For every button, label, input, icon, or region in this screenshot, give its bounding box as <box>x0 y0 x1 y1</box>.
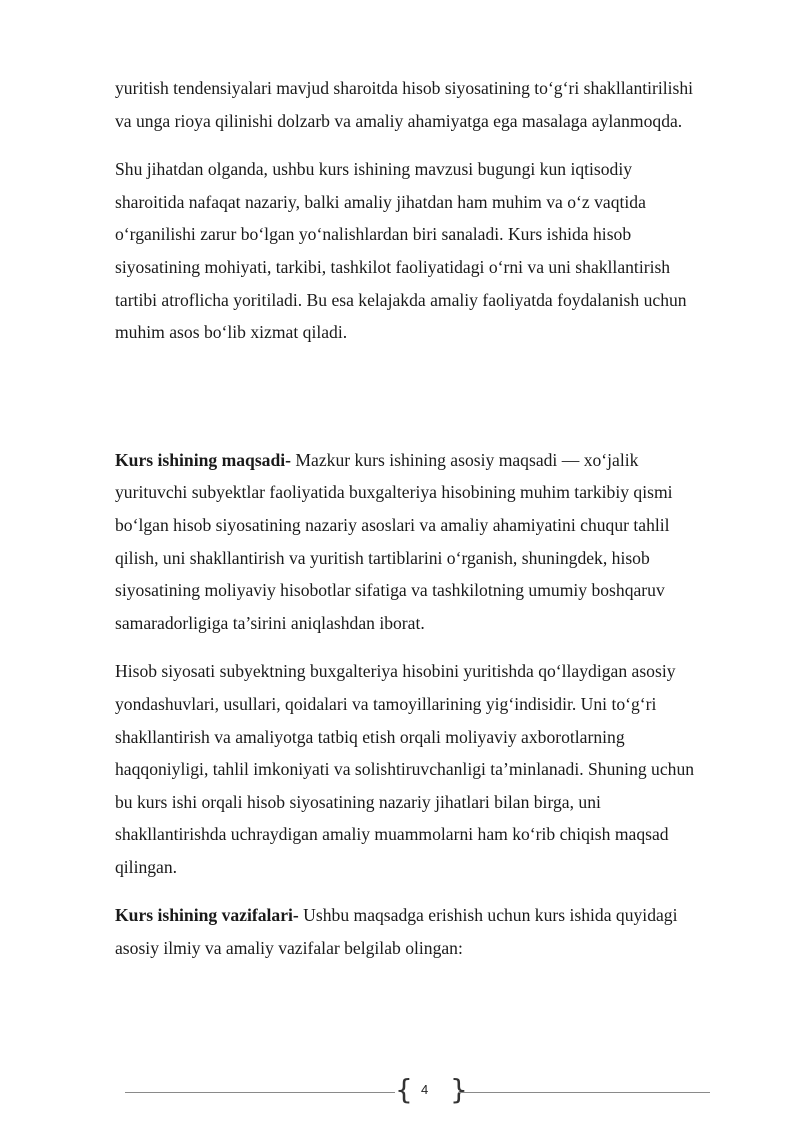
footer-divider-left <box>125 1092 395 1093</box>
footer-bracket-right: } <box>450 1073 468 1106</box>
paragraph-course-tasks <box>115 899 740 964</box>
text-line: siyosatining mohiyati, tarkibi, tashkilot faoliyatidagi o‘rni va uni shakllantirish <box>115 256 671 277</box>
text-line: haqqoniyligi, tahlil imkoniyati va solishtiruvchanligi ta’minlanadi. Shuning uchun <box>115 759 695 780</box>
text-line: sharoitida nafaqat nazariy, balki amaliy jihatdan ham muhim va o‘z vaqtida <box>115 191 646 212</box>
text-run: Ushbu maqsadga erishish uchun kurs ishida quyidagi <box>298 905 678 926</box>
section-heading-tasks: Kurs ishining vazifalari- <box>115 905 299 926</box>
page-number: 4 <box>421 1082 429 1097</box>
text-line: bo‘lgan hisob siyosatining nazariy asoslari va amaliy ahamiyatini chuqur tahlil <box>115 514 670 535</box>
paragraph-topic-relevance <box>115 153 740 349</box>
text-line <box>115 444 740 477</box>
text-line: Hisob siyosati subyektning buxgalteriya hisobini yuritishda qo‘llaydigan asosiy <box>115 661 676 682</box>
page-footer <box>125 1071 710 1111</box>
text-line: bu kurs ishi orqali hisob siyosatining nazariy jihatlari bilan birga, uni <box>115 791 601 812</box>
paragraph-course-goal <box>115 444 740 640</box>
text-line: yondashuvlari, usullari, qoidalari va tamoyillarining yig‘indisidir. Uni to‘g‘ri <box>115 693 657 714</box>
footer-bracket-left: { <box>395 1073 413 1106</box>
text-line: o‘rganilishi zarur bo‘lgan yo‘nalishlardan biri sanaladi. Kurs ishida hisob <box>115 224 632 245</box>
paragraph-intro-continuation <box>115 72 740 137</box>
text-line: shakllantirish va amaliyotga tatbiq etish orqali moliyaviy axborotlarning <box>115 726 625 747</box>
footer-divider-right <box>458 1092 710 1093</box>
text-line: muhim asos bo‘lib xizmat qiladi. <box>115 322 348 343</box>
text-line <box>115 899 740 932</box>
text-run: Mazkur kurs ishining asosiy maqsadi — xo‘jalik <box>291 449 639 470</box>
text-line: qilish, uni shakllantirish va yuritish tartiblarini o‘rganish, shuningdek, hisob <box>115 547 650 568</box>
text-line: qilingan. <box>115 856 178 877</box>
text-line: yurituvchi subyektlar faoliyatida buxgalteriya hisobining muhim tarkibiy qismi <box>115 482 673 503</box>
text-line: asosiy ilmiy va amaliy vazifalar belgilab olingan: <box>115 938 463 959</box>
text-line: siyosatining moliyaviy hisobotlar sifatiga va tashkilotning umumiy boshqaruv <box>115 580 665 601</box>
text-line: Shu jihatdan olganda, ushbu kurs ishining mavzusi bugungi kun iqtisodiy <box>115 159 633 180</box>
paragraph-accounting-policy <box>115 655 740 883</box>
document-body <box>115 72 740 965</box>
text-line: samaradorligiga ta’sirini aniqlashdan iborat. <box>115 612 425 633</box>
text-line: shakllantirishda uchraydigan amaliy muammolarni ham ko‘rib chiqish maqsad <box>115 824 669 845</box>
section-heading-goal: Kurs ishining maqsadi- <box>115 449 291 470</box>
text-line: va unga rioya qilinishi dolzarb va amaliy ahamiyatga ega masalaga aylanmoqda. <box>115 110 683 131</box>
text-line: tartibi atroflicha yoritiladi. Bu esa kelajakda amaliy faoliyatda foydalanish uchun <box>115 289 687 310</box>
text-line: yuritish tendensiyalari mavjud sharoitda hisob siyosatining to‘g‘ri shakllantirilishi <box>115 78 694 98</box>
